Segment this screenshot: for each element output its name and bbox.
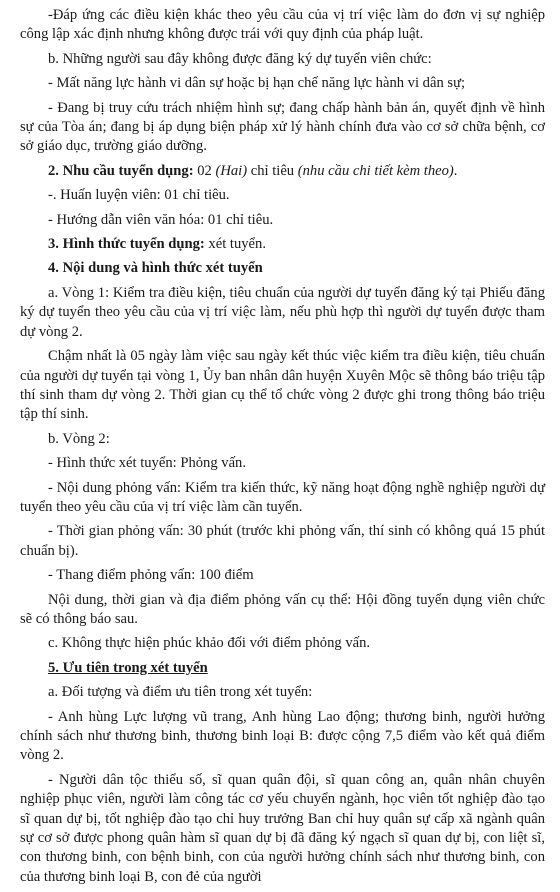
section-4-round2-scale: - Thang điểm phỏng vấn: 100 điểm [48, 567, 254, 584]
section-4-heading: 4. Nội dung và hình thức xét tuyển [48, 260, 263, 277]
section-4-round2-label: b. Vòng 2: [48, 430, 110, 447]
section-2-value-italic: (Hai) [215, 162, 248, 179]
section-4-round2-details: Nội dung, thời gian và địa điểm phỏng vấn cụ thể: Hội đồng tuyển dụng viên chức sẽ có thông báo sau. [20, 591, 545, 627]
section-5-priority-1: - Anh hùng Lực lượng vũ trang, Anh hùng Lao động; thương binh, người hưởng chính sách như thương binh, thương binh loại B: được cộng 7,5 điểm vào kết quả điểm vòng 2. [20, 708, 545, 764]
section-2-value: 02 [193, 162, 216, 179]
section-4-no-review: c. Không thực hiện phúc khảo đối với điểm phỏng vấn. [48, 635, 371, 652]
section-5-heading-text: 5. Ưu tiên trong xét tuyển [48, 659, 208, 676]
section-4-round1-deadline: Chậm nhất là 05 ngày làm việc sau ngày kết thúc việc kiểm tra điều kiện, tiêu chuẩn của người dự tuyển tại vòng 1, Ủy ban nhân dân huyện Xuyên Mộc sẽ thông báo triệu tập thí sinh tham dự vòng 2. Thời gian cụ thể tổ chức vòng 2 được ghi trong thông báo triệu tập thí sinh. [20, 348, 545, 423]
section-2-note: (nhu cầu chi tiết kèm theo) [297, 162, 454, 179]
section-5-priority-2: - Người dân tộc thiểu số, sĩ quan quân đội, sĩ quan công an, quân nhân chuyên nghiệp phục viên, người làm công tác cơ yếu chuyển ngành, học viên tốt nghiệp đào tạo sĩ quan dự bị, tốt nghiệp đào tạo chỉ huy trưởng Ban chỉ huy quân sự cấp xã ngành quân sự cơ sở được phong quân hàm sĩ quan dự bị đã đăng ký ngạch sĩ quan dự bị, con liệt sĩ, con thương binh, con bệnh binh, con của người hưởng chính sách như thương binh, con của thương binh loại B, con đẻ của người [20, 771, 545, 885]
section-4-round1: a. Vòng 1: Kiểm tra điều kiện, tiêu chuẩn của người dự tuyển đăng ký tại Phiếu đăng ký dự tuyển theo yêu cầu của vị trí việc làm, nếu phù hợp thì người dự tuyển được tham dự vòng 2. [20, 284, 545, 340]
section-2-item-1: -. Huấn luyện viên: 01 chỉ tiêu. [48, 187, 230, 204]
section-3-value: xét tuyển. [204, 236, 266, 253]
section-2-rest: chỉ tiêu [247, 162, 298, 179]
section-2-end: . [453, 162, 458, 179]
paragraph-not-eligible-1: - Mất năng lực hành vi dân sự hoặc bị hạn chế năng lực hành vi dân sự; [48, 75, 466, 92]
section-2-line [20, 162, 545, 181]
section-5-intro: a. Đối tượng và điểm ưu tiên trong xét tuyển: [48, 684, 313, 701]
paragraph-not-eligible-intro: b. Những người sau đây không được đăng ký dự tuyển viên chức: [48, 50, 432, 67]
section-5-heading [20, 659, 545, 678]
paragraph-not-eligible-2: - Đang bị truy cứu trách nhiệm hình sự; đang chấp hành bản án, quyết định về hình sự của Tòa án; đang bị áp dụng biện pháp xử lý hành chính đưa vào cơ sở chữa bệnh, cơ sở giáo dục, trường giáo dưỡng. [20, 99, 545, 155]
section-3-heading: 3. Hình thức tuyển dụng: [48, 236, 205, 253]
section-4-round2-content: - Nội dung phỏng vấn: Kiểm tra kiến thức, kỹ năng hoạt động nghề nghiệp người dự tuyển theo yêu cầu của vị trí việc làm cần tuyển. [20, 479, 545, 515]
paragraph-condition-other: -Đáp ứng các điều kiện khác theo yêu cầu của vị trí việc làm do đơn vị sự nghiệp công lập xác định nhưng không được trái với quy định của pháp luật. [20, 7, 545, 43]
section-2-heading: 2. Nhu cầu tuyển dụng: [48, 162, 194, 179]
document-page [20, 6, 545, 892]
section-4-round2-time: - Thời gian phỏng vấn: 30 phút (trước khi phỏng vấn, thí sinh có không quá 15 phút chuẩn bị). [20, 523, 545, 559]
section-4-round2-format: - Hình thức xét tuyển: Phỏng vấn. [48, 455, 247, 472]
section-3-line [20, 235, 545, 254]
section-2-item-2: - Hướng dẫn viên văn hóa: 01 chỉ tiêu. [48, 211, 274, 228]
